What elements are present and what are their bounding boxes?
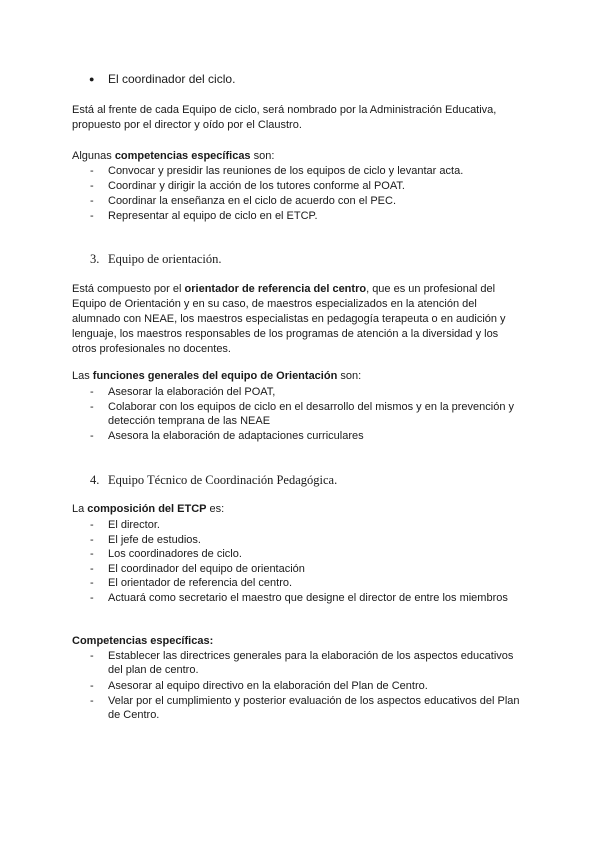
dash-marker: - — [90, 650, 94, 662]
list-item-continuation: de Centro. — [108, 709, 160, 721]
coordinator-intro-line: Está al frente de cada Equipo de ciclo, será nombrado por la Administración Educativa, — [72, 104, 497, 116]
orientation-paragraph-line: Está compuesto por el orientador de referencia del centro, que es un profesional del — [72, 283, 496, 295]
section-number: 3. — [90, 252, 100, 266]
dash-marker: - — [90, 563, 94, 575]
list-item: Los coordinadores de ciclo. — [108, 548, 242, 560]
dash-marker: - — [90, 210, 94, 222]
dash-marker: - — [90, 534, 94, 546]
list-item: Asesorar al equipo directivo en la elaboración del Plan de Centro. — [108, 680, 428, 692]
dash-marker: - — [90, 519, 94, 531]
list-item: El orientador de referencia del centro. — [108, 577, 293, 589]
list-item: El coordinador del equipo de orientación — [108, 563, 305, 575]
dash-marker: - — [90, 577, 94, 589]
list-item: Asesora la elaboración de adaptaciones curriculares — [108, 430, 364, 442]
list-item: Representar al equipo de ciclo en el ETCP. — [108, 210, 318, 222]
list-item-continuation: detección temprana de las NEAE — [108, 415, 271, 427]
list-item: Convocar y presidir las reuniones de los equipos de ciclo y levantar acta. — [108, 165, 464, 177]
dash-marker: - — [90, 592, 94, 604]
dash-marker: - — [90, 430, 94, 442]
dash-marker: - — [90, 695, 94, 707]
list-item-continuation: del plan de centro. — [108, 664, 199, 676]
dash-marker: - — [90, 401, 94, 413]
orientation-paragraph-line: lenguaje, los maestros responsables de los programas de atención a la diversidad y los — [72, 328, 499, 340]
orientation-funciones-label: Las funciones generales del equipo de Orientación son: — [72, 370, 362, 382]
list-item: El jefe de estudios. — [108, 534, 201, 546]
coordinator-competencias-label: Algunas competencias específicas son: — [72, 150, 275, 162]
list-item: Coordinar y dirigir la acción de los tutores conforme al POAT. — [108, 180, 405, 192]
orientation-paragraph-line: otros profesionales no docentes. — [72, 343, 231, 355]
list-item: Asesorar la elaboración del POAT, — [108, 386, 276, 398]
etcp-composicion-label: La composición del ETCP es: — [72, 503, 225, 515]
section-number: 4. — [90, 473, 100, 487]
list-item: Velar por el cumplimiento y posterior evaluación de los aspectos educativos del Plan — [108, 695, 520, 707]
dash-marker: - — [90, 195, 94, 207]
orientation-heading: Equipo de orientación. — [108, 252, 222, 266]
orientation-paragraph-line: alumnado con NEAE, los maestros especialistas en pedagogía terapeuta o en audición y — [72, 313, 506, 325]
dash-marker: - — [90, 180, 94, 192]
list-item: Colaborar con los equipos de ciclo en el desarrollo del mismos y en la prevención y — [108, 401, 514, 413]
dash-marker: - — [90, 386, 94, 398]
dash-marker: - — [90, 548, 94, 560]
bullet-icon: ● — [89, 74, 95, 84]
dash-marker: - — [90, 165, 94, 177]
etcp-heading: Equipo Técnico de Coordinación Pedagógica. — [108, 473, 338, 487]
list-item: Coordinar la enseñanza en el ciclo de acuerdo con el PEC. — [108, 195, 397, 207]
list-item: Establecer las directrices generales para la elaboración de los aspectos educativos — [108, 650, 514, 662]
orientation-paragraph-line: Equipo de Orientación y en su caso, de maestros especializados en la atención del — [72, 298, 477, 310]
dash-marker: - — [90, 680, 94, 692]
list-item: Actuará como secretario el maestro que designe el director de entre los miembros — [108, 592, 508, 604]
list-item: El director. — [108, 519, 160, 531]
coordinator-heading: El coordinador del ciclo. — [108, 72, 236, 86]
coordinator-intro-line: propuesto por el director y oído por el Claustro. — [72, 119, 302, 131]
etcp-competencias-label: Competencias específicas: — [72, 635, 214, 647]
